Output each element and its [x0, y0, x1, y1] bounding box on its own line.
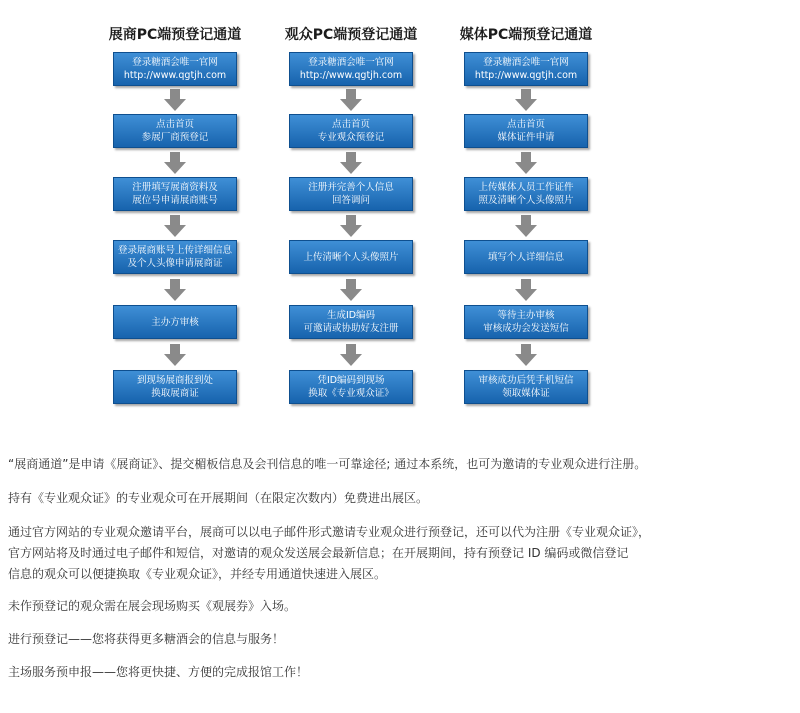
- down-arrow-icon: [515, 215, 537, 237]
- flow-title-exhibitor: 展商PC端预登记通道: [108, 27, 242, 43]
- flow-step-box: [464, 240, 588, 274]
- down-arrow-icon: [515, 344, 537, 366]
- flow-step-text: 填写个人详细信息: [487, 251, 564, 263]
- flow-step-text: 参展厂商预登记: [141, 132, 209, 143]
- flow-step-text: 换取展商证: [151, 388, 199, 399]
- down-arrow-icon: [340, 215, 362, 237]
- flow-step-box: [113, 305, 237, 339]
- down-arrow-icon: [340, 344, 362, 366]
- flow-step-text: 回答调问: [331, 195, 370, 206]
- flow-step-text: 主办方审核: [151, 316, 199, 328]
- flow-step-box: [464, 370, 588, 404]
- flow-step-box: [289, 177, 413, 211]
- down-arrow-icon: [164, 215, 186, 237]
- flow-step-text: 照及清晰个人头像照片: [478, 195, 574, 206]
- flow-step-box: [289, 52, 413, 86]
- flow-step-text: 登录糖酒会唯一官网: [308, 57, 394, 68]
- flow-step-text: 上传清晰个人头像照片: [303, 251, 399, 263]
- paragraph-service-declaration: 主场服务预申报——您将更快捷、方便的完成报馆工作！: [8, 665, 309, 679]
- paragraph-preregister-benefit: 进行预登记——您将获得更多糖酒会的信息与服务！: [8, 632, 285, 646]
- flow-step-text: 点击首页: [506, 119, 545, 130]
- flow-step-box: [113, 52, 237, 86]
- flow-step-box: [113, 240, 237, 274]
- flow-step-box: [113, 370, 237, 404]
- flow-step-text: http://www.qgtjh.com: [474, 70, 578, 81]
- flow-step-text: 及个人头像申请展商证: [127, 258, 223, 269]
- down-arrow-icon: [340, 152, 362, 174]
- paragraph-exhibitor-channel: “展商通道”是申请《展商证》、提交楣板信息及会刊信息的唯一可靠途径; 通过本系统，也可为邀请的专业观众进行注册。: [8, 457, 647, 471]
- flow-title-visitor: 观众PC端预登记通道: [284, 27, 418, 43]
- flow-title-media: 媒体PC端预登记通道: [459, 27, 593, 43]
- down-arrow-icon: [515, 279, 537, 301]
- flow-step-text: 凭ID编码到现场: [317, 375, 385, 386]
- paragraph-line: 官方网站将及时通过电子邮件和短信，对邀请的观众发送展会最新信息；在开展期间，持有预登记 ID 编码或微信登记: [8, 546, 629, 560]
- down-arrow-icon: [164, 152, 186, 174]
- down-arrow-icon: [515, 152, 537, 174]
- down-arrow-icon: [515, 89, 537, 111]
- down-arrow-icon: [164, 344, 186, 366]
- flow-step-text: 审核成功会发送短信: [483, 323, 569, 334]
- flow-step-box: [464, 177, 588, 211]
- flow-step-box: [289, 370, 413, 404]
- flow-step-text: 登录展商账号上传详细信息: [117, 245, 232, 256]
- down-arrow-icon: [340, 279, 362, 301]
- flow-step-text: 可邀请或协助好友注册: [303, 323, 399, 334]
- flow-step-text: 注册并完善个人信息: [308, 182, 394, 193]
- flow-step-text: 等待主办审核: [497, 310, 555, 321]
- paragraph-invitation-platform: [8, 522, 650, 585]
- flow-step-text: 生成ID编码: [326, 310, 376, 321]
- paragraph-no-preregistration: 未作预登记的观众需在展会现场购买《观展券》入场。: [8, 599, 297, 613]
- flow-step-text: 点击首页: [331, 119, 370, 130]
- flow-step-box: [464, 114, 588, 148]
- flow-step-text: http://www.qgtjh.com: [299, 70, 403, 81]
- flow-step-text: http://www.qgtjh.com: [123, 70, 227, 81]
- down-arrow-icon: [164, 279, 186, 301]
- paragraph-line: 信息的观众可以便捷换取《专业观众证》，并经专用通道快速进入展区。: [8, 567, 387, 581]
- flow-step-text: 专业观众预登记: [317, 132, 385, 143]
- flow-step-text: 媒体证件申请: [497, 132, 555, 143]
- flow-step-text: 领取媒体证: [502, 388, 550, 399]
- flow-step-text: 注册填写展商资料及: [132, 182, 218, 193]
- flow-step-box: [113, 114, 237, 148]
- flow-step-text: 点击首页: [155, 119, 194, 130]
- flow-step-text: 上传媒体人员工作证件: [478, 182, 574, 193]
- flow-step-box: [289, 240, 413, 274]
- flow-step-text: 到现场展商报到处: [136, 375, 213, 386]
- down-arrow-icon: [164, 89, 186, 111]
- flow-step-box: [289, 114, 413, 148]
- flow-step-box: [289, 305, 413, 339]
- down-arrow-icon: [340, 89, 362, 111]
- flow-step-text: 登录糖酒会唯一官网: [132, 57, 218, 68]
- flow-step-box: [113, 177, 237, 211]
- flow-step-box: [464, 305, 588, 339]
- paragraph-line: 通过官方网站的专业观众邀请平台，展商可以以电子邮件形式邀请专业观众进行预登记，还可以代为注册《专业观众证》，: [8, 525, 651, 539]
- flow-step-text: 审核成功后凭手机短信: [478, 375, 574, 386]
- flow-step-text: 展位号申请展商账号: [132, 195, 218, 206]
- flow-step-text: 换取《专业观众证》: [308, 388, 394, 399]
- flow-step-text: 登录糖酒会唯一官网: [483, 57, 569, 68]
- paragraph-visitor-pass: 持有《专业观众证》的专业观众可在开展期间（在限定次数内）免费进出展区。: [8, 491, 429, 505]
- flow-step-box: [464, 52, 588, 86]
